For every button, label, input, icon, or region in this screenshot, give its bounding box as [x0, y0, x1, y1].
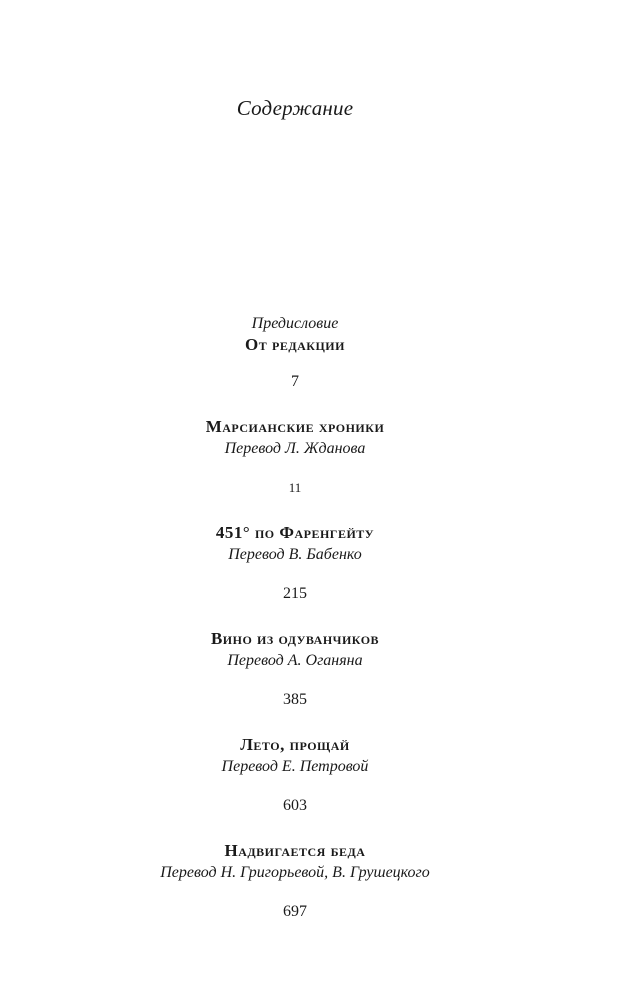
entry-label: Предисловие [251, 315, 339, 332]
entry-page-number: 11 [288, 480, 302, 495]
entry-title: Вино из одуванчиков [210, 629, 380, 648]
entry-translator: Перевод Н. Григорьевой, В. Грушецкого [160, 864, 430, 881]
page-title: Содержание [236, 96, 354, 120]
entry-page-number: 7 [291, 373, 299, 390]
toc-entry-fahrenheit-451 [0, 522, 590, 604]
table-of-contents [0, 314, 590, 946]
entry-title: От редакции [245, 335, 345, 354]
toc-entry-martian-chronicles [0, 416, 590, 498]
entry-translator: Перевод А. Оганяна [227, 652, 363, 669]
entry-page-number: 603 [283, 797, 307, 814]
entry-title: 451° по Фаренгейту [215, 523, 375, 542]
entry-translator: Перевод В. Бабенко [228, 546, 362, 563]
entry-title: Лето, прощай [240, 735, 350, 754]
toc-entry-foreword [0, 314, 590, 392]
toc-entry-something-wicked [0, 840, 590, 922]
entry-page-number: 697 [283, 903, 307, 920]
entry-title: Надвигается беда [224, 841, 366, 860]
toc-entry-farewell-summer [0, 734, 590, 816]
entry-page-number: 215 [283, 585, 307, 602]
entry-title: Марсианские хроники [205, 417, 385, 436]
entry-page-number: 385 [283, 691, 307, 708]
entry-translator: Перевод Е. Петровой [221, 758, 369, 775]
entry-translator: Перевод Л. Жданова [224, 440, 366, 457]
toc-entry-dandelion-wine [0, 628, 590, 710]
